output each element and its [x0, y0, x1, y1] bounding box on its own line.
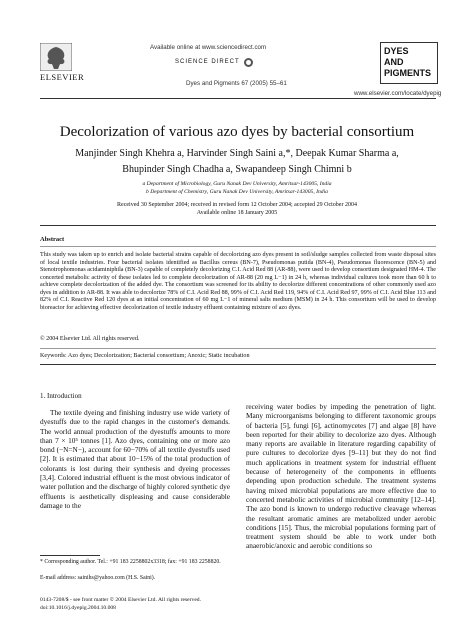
article-title: Decolorization of various azo dyes by bacterial consortium	[59, 124, 415, 140]
journal-citation: Dyes and Pigments 67 (2005) 55–61	[186, 80, 287, 87]
body-column-left	[40, 408, 230, 510]
journal-logo-line: PIGMENTS	[384, 68, 432, 78]
keywords-divider	[40, 348, 436, 349]
journal-cover-logo	[380, 42, 438, 84]
abstract-text: This study was taken up to enrich and isolate bacterial strains capable of decolorizing azo dyes present in soil/sludge samples collected from waste disposal sites of local textile industries. Four bacterial isolates identified as Bacillus cereus (BN-7), Pseudomonas putida (BN-4), Pseudomonas fluorescence (BN-5) and Stenotrophomonas acidaminiphila (BN-3) capable of completely decolorizing C.I. Acid Red 88 (AR-88), were used to develop consortium designated HM-4. The concerted metabolic activity of these isolates led to complete decolorization of AR-88 (20 mg L−1) in 24 h, whereas individual cultures took more than 60 h to achieve complete decolorization of the added dye. The consortium was screened for its ability to decolorize different concentrations of other commonly used azo dyes in addition to AR-88. It was able to decolorize 78% of C.I. Acid Red 88, 99% of C.I. Acid Red 119, 94% of C.I. Acid Red 97, 99% of C.I. Acid Blue 113 and 82% of C.I. Reactive Red 120 dyes at an initial concentration of 60 mg L−1 of mineral salts medium (MSM) in 24 h. This consortium will be used to develop bioreactor for achieving effective decolorization of textile industry effluent containing mixture of azo dyes.	[40, 252, 436, 311]
corresponding-author-note: * Corresponding author. Tel.: +91 183 2258802x3318; fax: +91 183 2258820.	[40, 559, 221, 565]
copyright-notice: © 2004 Elsevier Ltd. All rights reserved.	[40, 336, 140, 342]
affiliation: a Department of Microbiology, Guru Nanak Dev University, Amritsar-143005, India	[142, 181, 332, 187]
sciencedirect-logo-text: SCIENCE DIRECT	[175, 59, 240, 65]
abstract-heading: Abstract	[40, 236, 65, 243]
doi-link[interactable]: doi:10.1016/j.dyepig.2004.10.008	[40, 605, 116, 611]
author-list: Bhupinder Singh Chadha a, Swapandeep Singh Chimni b	[122, 164, 352, 175]
abstract-divider	[40, 225, 436, 226]
section-heading: 1. Introduction	[40, 392, 82, 400]
abstract-end-divider	[40, 364, 436, 365]
publisher-name: ELSEVIER	[40, 72, 85, 82]
email-note[interactable]: E-mail address: sainihs@yahoo.com (H.S. Saini).	[40, 575, 156, 581]
sciencedirect-logo	[175, 55, 253, 69]
online-date: Available online 18 January 2005	[196, 210, 278, 216]
received-dates: Received 30 September 2004; received in revised form 12 October 2004; accepted 29 October 2004	[117, 202, 357, 208]
abstract-divider	[40, 246, 436, 247]
elsevier-tree-icon	[40, 43, 72, 71]
available-online-notice: Available online at www.sciencedirect.com	[150, 44, 267, 51]
footnote-divider	[40, 555, 100, 556]
keywords: Keywords: Azo dyes; Decolorization; Bacterial consortium; Anoxic; Static incubation	[40, 353, 250, 359]
journal-logo-line: AND	[384, 57, 404, 67]
author-list: Manjinder Singh Khehra a, Harvinder Singh Saini a,*, Deepak Kumar Sharma a,	[75, 148, 399, 159]
journal-logo-line: DYES	[384, 46, 409, 56]
journal-url-link[interactable]: www.elsevier.com/locate/dyepig	[354, 90, 442, 97]
affiliation: b Department of Chemistry, Guru Nanak Dev University, Amritsar-143005, India	[146, 189, 328, 195]
body-paragraph: The textile dyeing and finishing industry use wide variety of dyestuffs due to the rapid changes in the customer's demands. The world annual production of the dyestuffs amounts to more than 7 × 10⁵ tonnes [1]. Azo dyes, containing one or more azo bond (−N=N−), account for 60−70% of all textile dyestuffs used [2]. It is estimated that about 10−15% of the total production of colorants is lost during their synthesis and dyeing processes [3,4]. Colored industrial effluent is the most obvious indicator of water pollution and the discharge of highly colored synthetic dye effluents is aesthetically displeasing and cause considerable damage to the	[40, 408, 230, 510]
sciencedirect-mark-icon	[244, 58, 253, 67]
header-divider	[40, 98, 436, 99]
body-paragraph: receiving water bodies by impeding the penetration of light. Many microorganisms belonging to different taxonomic groups of bacteria [5], fungi [6], actinomycetes [7] and algae [8] have been reported for their ability to decolorize azo dyes. Although many reports are available in literature regarding capability of pure cultures to decolorize dyes [9–11] but they do not find much applications in treatment system for industrial effluent because of heterogeneity of the components in effluents depending upon production schedule. The treatment systems having mixed microbial populations are more effective due to concerted metabolic activities of microbial community [12–14]. The azo bond is known to undergo reductive cleavage whereas the resultant aromatic amines are metabolized under aerobic conditions [15]. Thus, the microbial populations forming part of treatment system should be able to work under both anaerobic/anoxic and aerobic conditions so	[246, 402, 436, 551]
front-matter-notice: 0143-7208/$ - see front matter © 2004 Elsevier Ltd. All rights reserved.	[40, 597, 201, 603]
body-column-right	[246, 402, 436, 551]
